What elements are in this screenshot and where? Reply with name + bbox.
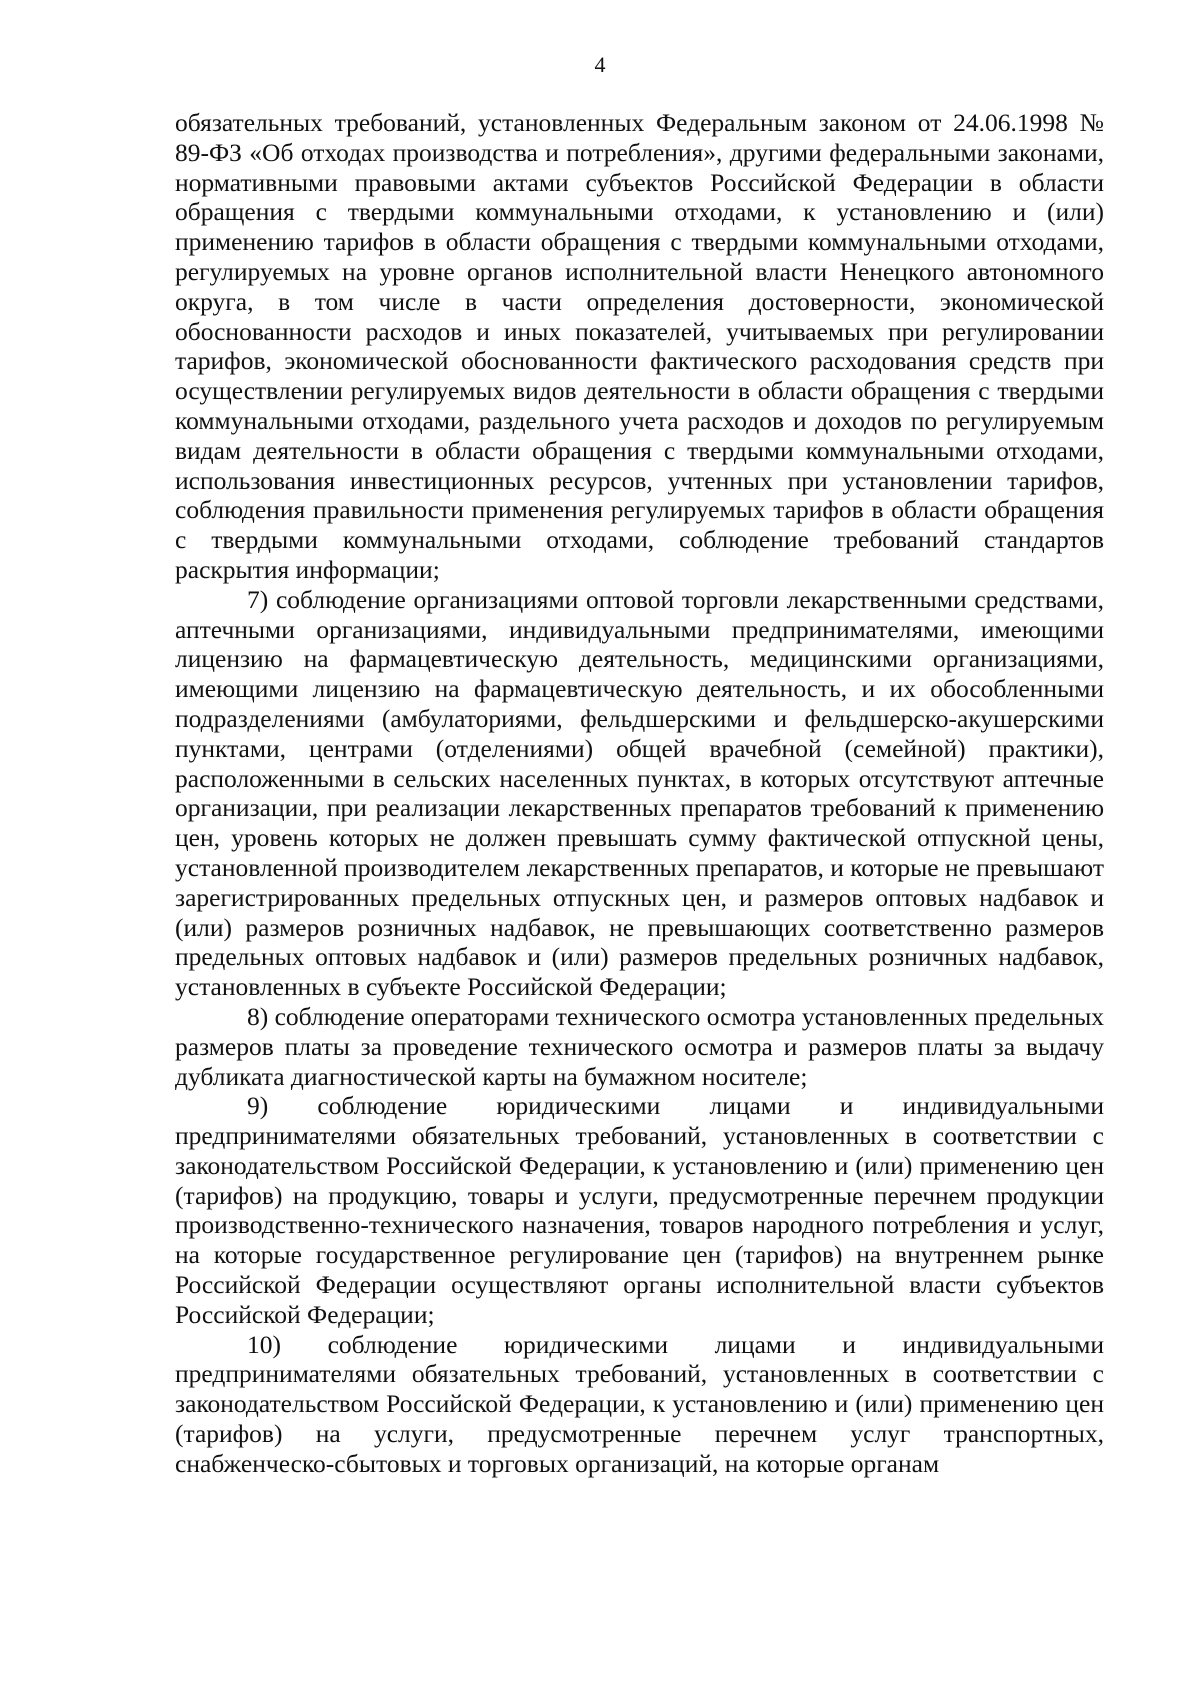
page-number: 4 <box>594 52 606 77</box>
paragraph-continuation: обязательных требований, установленных Федеральным законом от 24.06.1998 № 89-ФЗ «Об отходах производства и потребления», другими федеральными законами, нормативными правовыми актами субъектов Российской Федерации в области обращения с твердыми коммунальными отходами, к установлению и (или) применению тарифов в области обращения с твердыми коммунальными отходами, регулируемых на уровне органов исполнительной власти Ненецкого автономного округа, в том числе в части определения достоверности, экономической обоснованности расходов и иных показателей, учитываемых при регулировании тарифов, экономической обоснованности фактического расходования средств при осуществлении регулируемых видов деятельности в области обращения с твердыми коммунальными отходами, раздельного учета расходов и доходов по регулируемым видам деятельности в области обращения с твердыми коммунальными отходами, использования инвестиционных ресурсов, учтенных при установлении тарифов, соблюдения правильности применения регулируемых тарифов в области обращения с твердыми коммунальными отходами, соблюдение требований стандартов раскрытия информации; <box>175 108 1104 584</box>
paragraph-item-7: 7) соблюдение организациями оптовой торговли лекарственными средствами, аптечными организациями, индивидуальными предпринимателями, имеющими лицензию на фармацевтическую деятельность, медицинскими организациями, имеющими лицензию на фармацевтическую деятельность, и их обособленными подразделениями (амбулаториями, фельдшерскими и фельдшерско-акушерскими пунктами, центрами (отделениями) общей врачебной (семейной) практики), расположенными в сельских населенных пунктах, в которых отсутствуют аптечные организации, при реализации лекарственных препаратов требований к применению цен, уровень которых не должен превышать сумму фактической отпускной цены, установленной производителем лекарственных препаратов, и которые не превышают зарегистрированных предельных отпускных цен, и размеров оптовых надбавок и (или) размеров розничных надбавок, не превышающих соответственно размеров предельных оптовых надбавок и (или) размеров предельных розничных надбавок, установленных в субъекте Российской Федерации; <box>175 584 1104 1002</box>
document-body <box>175 108 1104 1479</box>
paragraph-item-9: 9) соблюдение юридическими лицами и индивидуальными предпринимателями обязательных требований, установленных в соответствии с законодательством Российской Федерации, к установлению и (или) применению цен (тарифов) на продукцию, товары и услуги, предусмотренные перечнем продукции производственно-технического назначения, товаров народного потребления и услуг, на которые государственное регулирование цен (тарифов) на внутреннем рынке Российской Федерации осуществляют органы исполнительной власти субъектов Российской Федерации; <box>175 1091 1104 1329</box>
paragraph-item-10: 10) соблюдение юридическими лицами и индивидуальными предпринимателями обязательных требований, установленных в соответствии с законодательством Российской Федерации, к установлению и (или) применению цен (тарифов) на услуги, предусмотренные перечнем услуг транспортных, снабженческо-сбытовых и торговых организаций, на которые органам <box>175 1329 1104 1478</box>
paragraph-item-8: 8) соблюдение операторами технического осмотра установленных предельных размеров платы за проведение технического осмотра и размеров платы за выдачу дубликата диагностической карты на бумажном носителе; <box>175 1001 1104 1091</box>
